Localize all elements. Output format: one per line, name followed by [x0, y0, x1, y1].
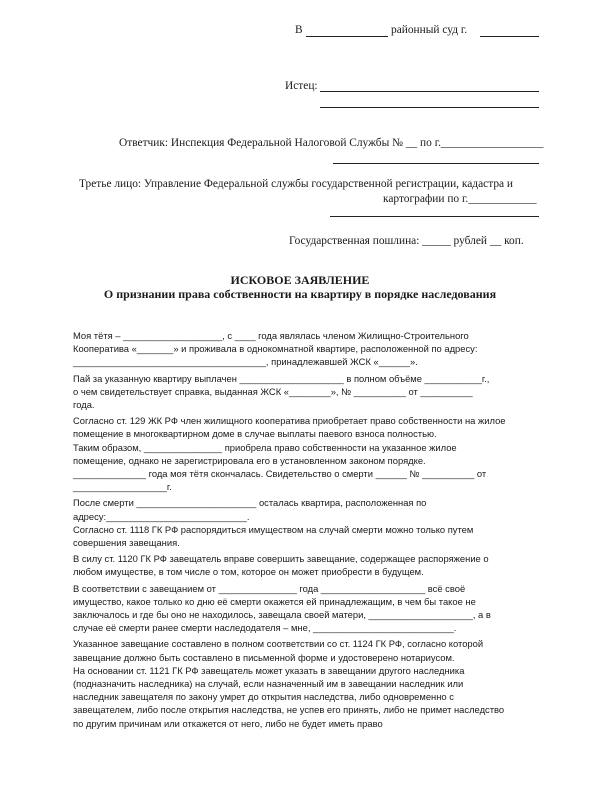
court-text: районный суд г.: [391, 24, 468, 36]
body-line: завещание должно быть составлено в письменной форме и удостоверено нотариусом.: [73, 651, 455, 663]
body-line: На основании ст. 1121 ГК РФ завещатель может указать в завещании другого наследника: [73, 664, 465, 676]
defendant-line-2: [333, 163, 539, 164]
body-line: имущество, какое только ко дню её смерти окажется ей принадлежащим, в чем бы такое не: [73, 595, 476, 607]
body-line: совершения завещания.: [73, 537, 180, 549]
body-line: заключалось и где бы оно не находилось, завещала своей матери, ____________________, а в: [73, 609, 491, 621]
body-line: по другим причинам или откажется от него, либо не будет иметь право: [73, 717, 383, 729]
body-line: случае её смерти ранее смерти наследодателя – мне, ___________________________.: [73, 622, 457, 634]
third-party-line-2: картографии по г.____________: [383, 193, 537, 205]
court-city-line: [480, 36, 539, 37]
body-line: ______________ года моя тётя скончалась. Свидетельство о смерти ______ № __________ от: [73, 468, 487, 480]
body-line: Кооператива «_______» и проживала в однокомнатной квартире, расположенной по адресу:: [73, 343, 478, 355]
third-party-line-3: [330, 216, 539, 217]
body-line: __________________г.: [73, 481, 172, 493]
body-line: адресу:___________________________.: [73, 510, 250, 522]
third-party-line-1: Третье лицо: Управление Федеральной службы государственной регистрации, кадастра и: [79, 178, 514, 190]
body-line: Моя тётя – ___________________, с ____ года являлась членом Жилищно-Строительного: [73, 330, 469, 341]
body-line: года.: [73, 399, 95, 411]
body-line: любом имуществе, в том числе о том, которое он может приобрести в будущем.: [73, 566, 424, 578]
document-body: [73, 329, 533, 730]
body-line: После смерти _______________________ осталась квартира, расположенная по: [73, 497, 427, 509]
document-title: ИСКОВОЕ ЗАЯВЛЕНИЕ: [230, 273, 370, 287]
body-line: помещение, однако не зарегистрировала его в установленном законом порядке.: [73, 454, 426, 466]
body-line: наследник завещателя по закону умрет до открытия наследства, либо одновременно с: [73, 691, 454, 703]
plaintiff-line-2: [320, 107, 539, 108]
body-line: Указанное завещание составлено в полном соответствии со ст. 1124 ГК РФ, согласно которой: [73, 638, 484, 650]
body-line: Согласно ст. 129 ЖК РФ член жилищного кооператива приобретает право собственности на жилое: [73, 415, 506, 427]
body-line: Таким образом, _______________ приобрела право собственности на указанное жилое: [73, 441, 457, 453]
state-duty: Государственная пошлина: _____ рублей __ коп.: [289, 235, 524, 247]
body-line: Пай за указанную квартиру выплачен ____________________ в полном объёме ___________г.,: [73, 372, 490, 384]
court-name-line: [306, 36, 388, 37]
body-line: В соответствии с завещанием от _______________ года ____________________ всё своё: [73, 582, 466, 594]
body-line: В силу ст. 1120 ГК РФ завещатель вправе совершить завещание, содержащее распоряжение о: [73, 553, 489, 565]
plaintiff-line-1: [320, 91, 539, 92]
document-subtitle: О признании права собственности на квартиру в порядке наследования: [103, 287, 497, 301]
body-line: _____________________________________, принадлежавшей ЖСК «______».: [73, 356, 418, 368]
body-line: завещателем, либо после открытия наследства, не успев его принять, либо не примет наследство: [73, 704, 505, 716]
body-line: (подназначить наследника) на случай, если назначенный им в завещании наследник или: [73, 678, 464, 690]
court-prefix: В: [295, 24, 303, 36]
plaintiff-label: Истец:: [285, 80, 318, 92]
body-line: Согласно ст. 1118 ГК РФ распорядиться имуществом на случай смерти можно только путем: [73, 523, 474, 535]
body-line: помещение в многоквартирном доме в случае выплаты паевого взноса полностью.: [73, 428, 437, 440]
defendant-text: Ответчик: Инспекция Федеральной Налоговой Службы № __ по г.__________________: [119, 137, 544, 149]
body-line: о чем свидетельствует справка, выданная ЖСК «________», № __________ от __________: [73, 385, 473, 397]
